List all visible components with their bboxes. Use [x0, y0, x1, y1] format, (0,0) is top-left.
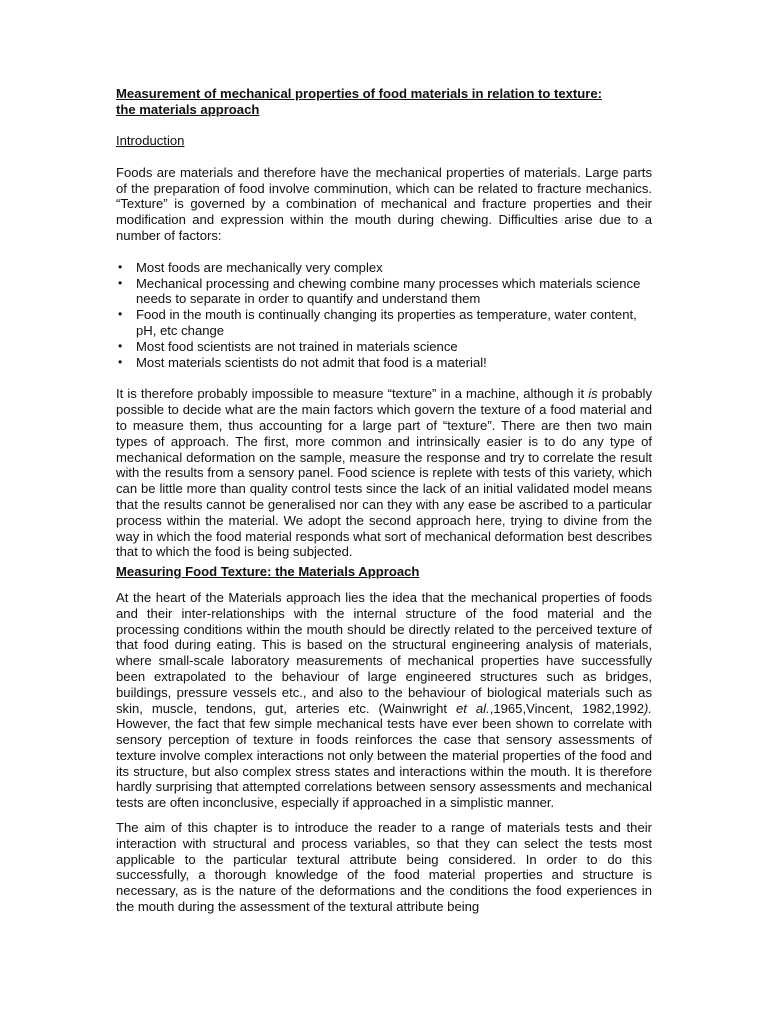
factors-list	[116, 260, 652, 371]
materials-paragraph	[116, 590, 652, 811]
materials-paragraph-emphasis-2: ).	[644, 700, 653, 716]
materials-paragraph-emphasis: et al.	[456, 700, 490, 716]
bullet-icon: •	[118, 259, 123, 274]
bullet-icon: •	[118, 307, 123, 322]
document-page	[116, 86, 652, 923]
materials-paragraph-text-b: ,1965,Vincent, 1982,1992	[489, 700, 645, 716]
list-item	[116, 276, 652, 308]
list-item-text: Most food scientists are not trained in materials science	[136, 338, 458, 354]
document-title	[116, 86, 652, 117]
list-item	[116, 260, 652, 276]
introduction-heading: Introduction	[116, 133, 185, 148]
approach-paragraph-emphasis: is	[588, 386, 598, 402]
list-item-text: Mechanical processing and chewing combine many processes which materials science needs to separate in order to quantify and understand them	[136, 275, 641, 307]
materials-paragraph-text-a: At the heart of the Materials approach lies the idea that the mechanical properties of foods and their inter-relationships with the internal structure of the food material and the processing conditions within the mouth should be directly related to the perceived texture of that food during eating. This is based on the structural engineering analysis of materials, where small-scale laboratory measurements of mechanical properties have successfully been extrapolated to the behaviour of large engineered structures such as bridges, buildings, pressure vessels etc., and also to the behaviour of biological materials such as skin, muscle, tendons, gut, arteries etc. (Wainwright	[116, 589, 652, 716]
approach-paragraph-text-b: probably possible to decide what are the main factors which govern the texture of a food material and to measure them, thus accounting for a large part of “texture”. There are then two main types of approach. The first, more common and intrinsically easier is to do any type of mechanical deformation on the sample, measure the response and try to correlate the result with the results from a sensory panel. Food science is replete with tests of this variety, which can be little more than quality control tests since the lack of an initial validated model means that the results cannot be generalised nor can they with any ease be ascribed to a particular process within the material. We adopt the second approach here, trying to divine from the way in which the food material responds what sort of mechanical deformation best describes that to which the food is being subjected.	[116, 386, 652, 560]
list-item	[116, 355, 652, 371]
bullet-icon: •	[118, 354, 123, 369]
materials-paragraph-text-c: However, the fact that few simple mechanical tests have ever been shown to correlate with sensory perception of texture in foods reinforces the case that sensory assessments of texture involve complex interactions not only between the material properties of the food and its structure, but also complex stress states and interactions within the mouth. It is therefore hardly surprising that attempted correlations between sensory assessments and mechanical tests are often inconclusive, especially if approached in a simplistic manner.	[116, 716, 652, 811]
title-line-1: Measurement of mechanical properties of food materials in relation to texture:	[116, 86, 603, 101]
list-item-text: Most foods are mechanically very complex	[136, 259, 383, 275]
bullet-icon: •	[118, 338, 123, 353]
materials-approach-heading: Measuring Food Texture: the Materials Approach	[116, 564, 420, 580]
bullet-icon: •	[118, 275, 123, 290]
intro-paragraph: Foods are materials and therefore have the mechanical properties of materials. Large parts of the preparation of food involve comminution, which can be related to fracture mechanics. “Texture” is governed by a combination of mechanical and fracture properties and their modification and expression within the mouth during chewing. Difficulties arise due to a number of factors:	[116, 164, 652, 243]
list-item-text: Food in the mouth is continually changing its properties as temperature, water content, pH, etc change	[136, 307, 637, 338]
approach-paragraph-text-a: It is therefore probably impossible to measure “texture” in a machine, although it	[116, 386, 589, 402]
list-item	[116, 307, 652, 339]
list-item	[116, 339, 652, 355]
title-line-2: the materials approach	[116, 101, 260, 117]
list-item-text: Most materials scientists do not admit that food is a material!	[136, 354, 487, 370]
approach-paragraph	[116, 386, 652, 560]
aim-paragraph: The aim of this chapter is to introduce the reader to a range of materials tests and their interaction with structural and process variables, so that they can select the tests most applicable to the particular textural attribute being considered. In order to do this successfully, a thorough knowledge of the food material properties and structure is necessary, as is the nature of the deformations and the conditions the food experiences in the mouth during the assessment of the textural attribute being	[116, 820, 652, 915]
